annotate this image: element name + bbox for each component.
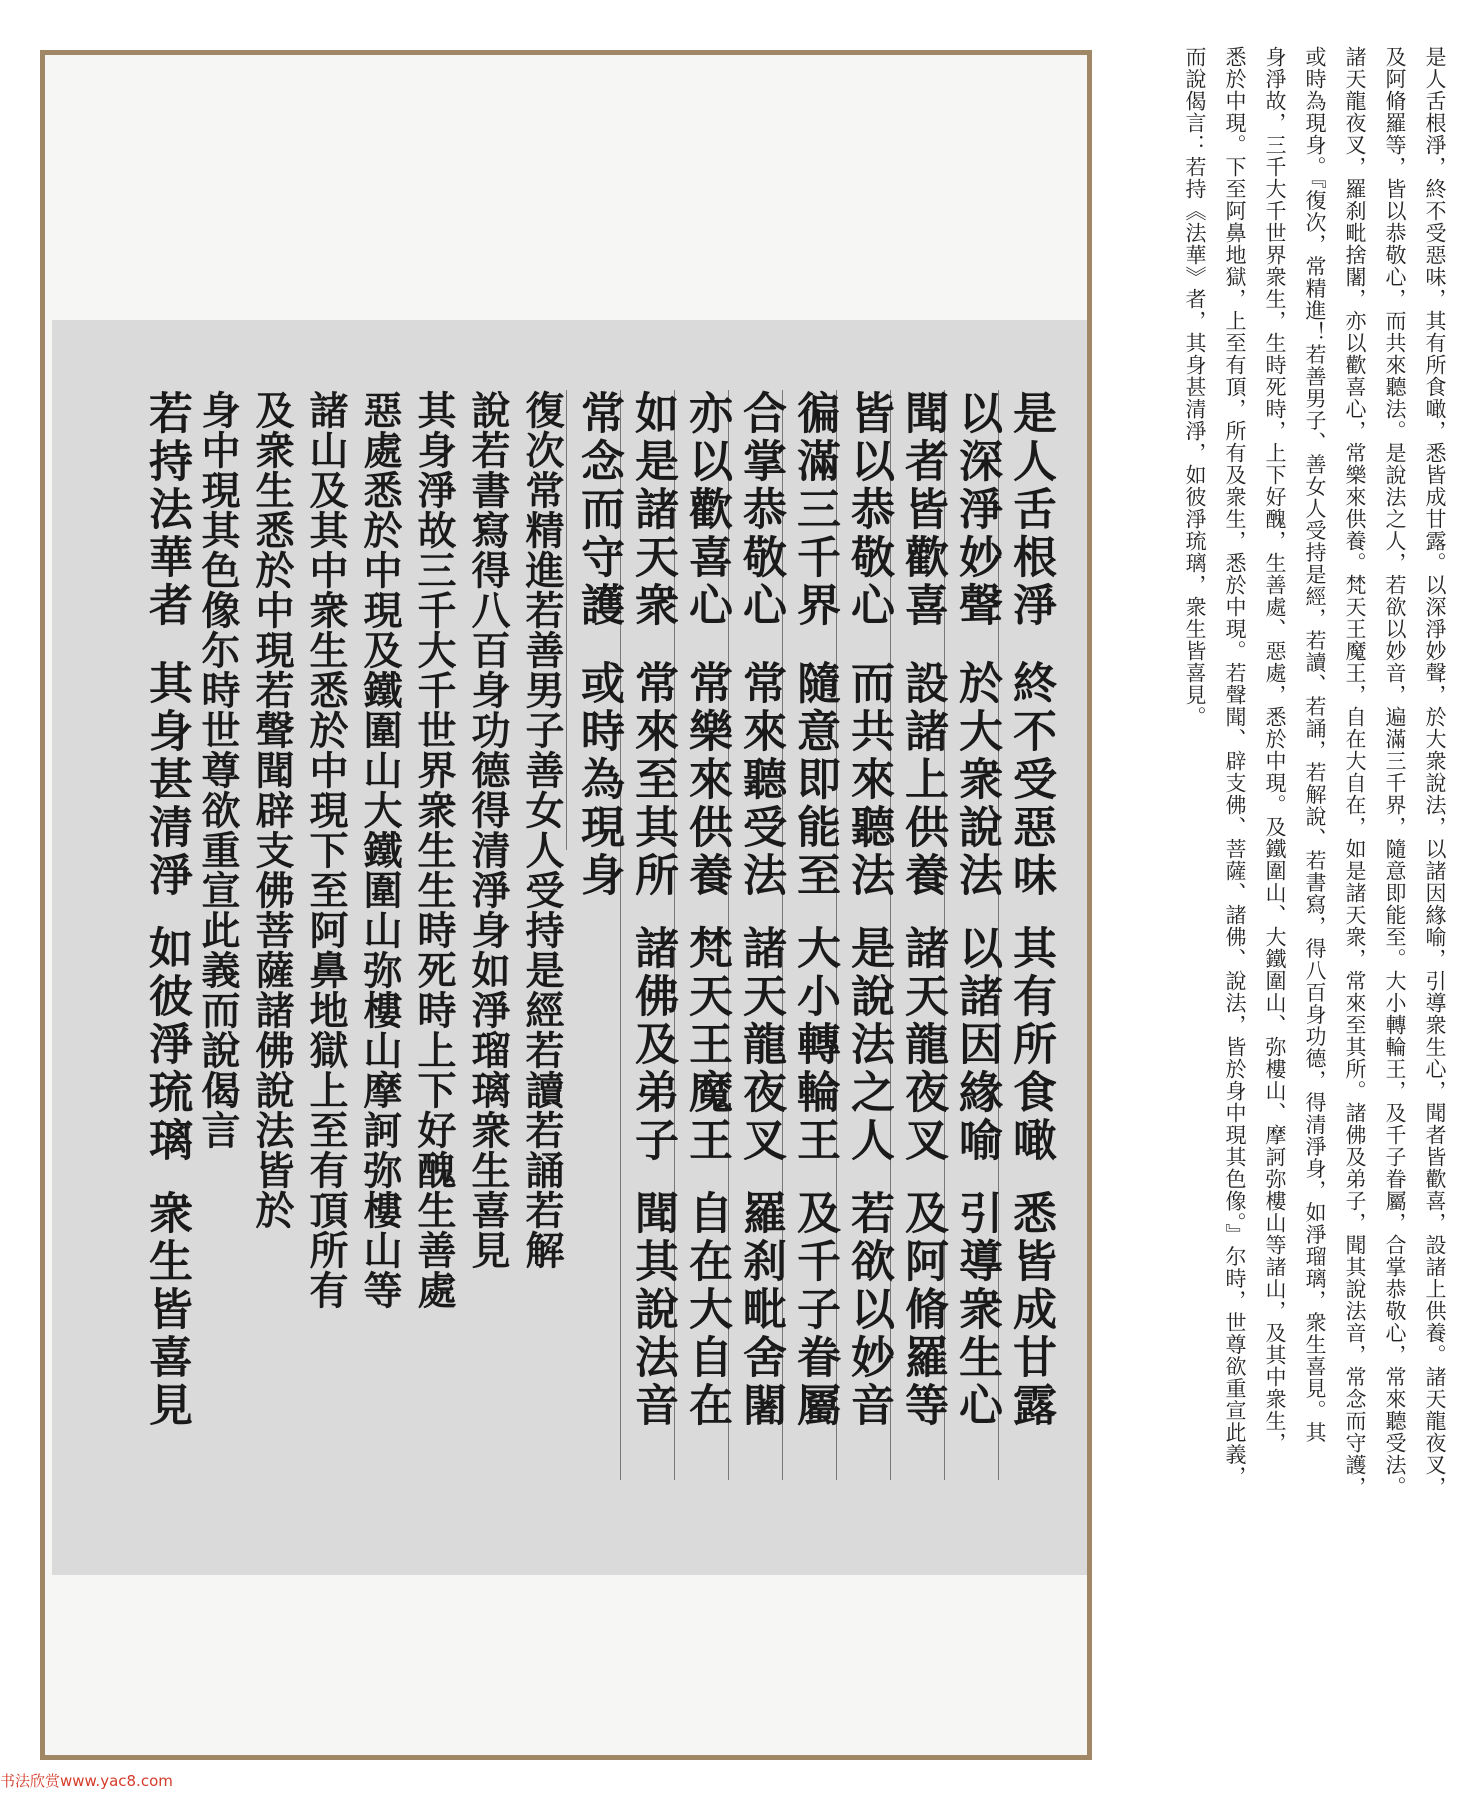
rubbing-text: 衆生皆喜見 [141,1190,192,1430]
transcript-column: 諸天龍夜叉，羅刹毗捨闍，亦以歡喜心，常樂來供養。梵天王魔王，自在大自在，如是諸天衆，常來至其所。諸佛及弟子，聞其說法音，常念而守護， [1343,46,1367,1498]
transcript-column: 及阿脩羅等，皆以恭敬心，而共來聽法。是說法之人，若欲以妙音，遍滿三千界，隨意即能至。大小轉輪王，及千子眷屬，合掌恭敬心，常來聽受法。 [1383,46,1407,1498]
rubbing-text: 常念而守護 [573,390,624,630]
rubbing-text: 大小轉輪王 [789,925,840,1165]
rubbing-text: 是說法之人 [843,925,894,1165]
rubbing-column [786,390,846,1470]
rubbing-text: 若持法華者 [141,390,192,630]
rubbing-text: 引導衆生心 [951,1190,1002,1430]
rubbing-text: 梵天王魔王 [681,925,732,1165]
artwork-frame [40,50,1092,1760]
rubbing-text: 而共來聽法 [843,660,894,900]
rubbing-column [732,390,792,1470]
rubbing-column [516,390,576,1470]
rubbing-text: 是人舌根淨 [1005,390,1056,630]
rubbing-text: 羅刹毗舍闍 [735,1190,786,1430]
rubbing-text: 及阿脩羅等 [897,1190,948,1430]
rubbing-column [1002,390,1062,1470]
rubbing-text: 亦以歡喜心 [681,390,732,630]
rubbing-text: 其身淨故三千大千世界衆生生時死時上下好醜生善處 [411,390,457,1310]
rubbing-column [462,390,522,1470]
rubbing-text: 常來聽受法 [735,660,786,900]
rubbing-text: 諸天龍夜叉 [735,925,786,1165]
rubbing-text: 惡處悉於中現及鐵圍山大鐵圍山弥樓山摩訶弥樓山等 [357,390,403,1310]
transcript-column: 悉於中現。下至阿鼻地獄，上至有頂，所有及衆生，悉於中現。若聲聞、辟支佛、菩薩、諸佛、說法，皆於身中現其色像。』尔時，世尊欲重宣此義， [1223,46,1247,1488]
rubbing-column [354,390,414,1470]
rubbing-text: 及千子眷屬 [789,1190,840,1430]
rubbing-text: 常來至其所 [627,660,678,900]
rubbing-text: 如彼淨琉璃 [141,925,192,1165]
rubbing-text: 諸天龍夜叉 [897,925,948,1165]
rubbing-text: 復次常精進若善男子善女人受持是經若讀若誦若解 [519,390,565,1270]
rubbing-text: 隨意即能至 [789,660,840,900]
rubbing-text: 如是諸天衆 [627,390,678,630]
rubbing-text: 皆以恭敬心 [843,390,894,630]
rubbing-column [624,390,684,1470]
transcript-column: 或時為現身。『復次，常精進！若善男子、善女人受持是經，若讀、若誦，若解說、若書寫，得八百身功德，得清淨身，如淨瑠璃，衆生喜見。其 [1303,46,1327,1444]
rubbing-text: 及衆生悉於中現若聲聞辟支佛菩薩諸佛說法皆於 [249,390,295,1230]
calligraphy-rubbing [52,320,1087,1575]
transcript-column: 是人舌根淨，終不受惡味，其有所食噉，悉皆成甘露。以深淨妙聲，於大衆說法，以諸因緣喻，引導衆生心，聞者皆歡喜，設諸上供養。諸天龍夜叉， [1423,46,1447,1498]
rubbing-text: 或時為現身 [573,660,624,900]
rubbing-column [678,390,738,1470]
rubbing-text: 聞其說法音 [627,1190,678,1430]
rubbing-text: 若欲以妙音 [843,1190,894,1430]
rubbing-text: 聞者皆歡喜 [897,390,948,630]
rubbing-text: 以諸因緣喻 [951,925,1002,1165]
rubbing-column [408,390,468,1470]
rubbing-column [840,390,900,1470]
rubbing-text: 徧滿三千界 [789,390,840,630]
rubbing-text: 說若書寫得八百身功德得清淨身如淨瑠璃衆生喜見 [465,390,511,1270]
rubbing-text: 於大衆說法 [951,660,1002,900]
rubbing-column [894,390,954,1470]
rubbing-text: 以深淨妙聲 [951,390,1002,630]
rubbing-text: 其有所食噉 [1005,925,1056,1165]
transcript-column: 身淨故，三千大千世界衆生，生時死時，上下好醜，生善處、惡處，悉於中現。及鐵圍山、大鐵圍山、弥樓山、摩訶弥樓山等諸山，及其中衆生， [1263,46,1287,1454]
rubbing-column [570,390,630,1470]
site-watermark: 书法欣赏www.yac8.com [0,1772,173,1790]
rubbing-text: 常樂來供養 [681,660,732,900]
rubbing-text: 自在大自在 [681,1190,732,1430]
rubbing-column [192,390,252,1470]
rubbing-column [300,390,360,1470]
rubbing-text: 諸佛及弟子 [627,925,678,1165]
rubbing-text: 悉皆成甘露 [1005,1190,1056,1430]
rubbing-text: 合掌恭敬心 [735,390,786,630]
rubbing-text: 諸山及其中衆生悉於中現下至阿鼻地獄上至有頂所有 [303,390,349,1310]
rubbing-column [138,390,198,1470]
rubbing-text: 設諸上供養 [897,660,948,900]
rubbing-text: 終不受惡味 [1005,660,1056,900]
transcript-column: 而說偈言：若持《法華》者，其身甚清淨，如彼淨琉璃，衆生皆喜見。 [1183,46,1207,728]
rubbing-text: 身中現其色像尓時世尊欲重宣此義而說偈言 [195,390,241,1150]
rubbing-text: 其身甚清淨 [141,660,192,900]
transcription-text [1118,46,1448,1766]
rubbing-column [948,390,1008,1470]
rubbing-column [246,390,306,1470]
